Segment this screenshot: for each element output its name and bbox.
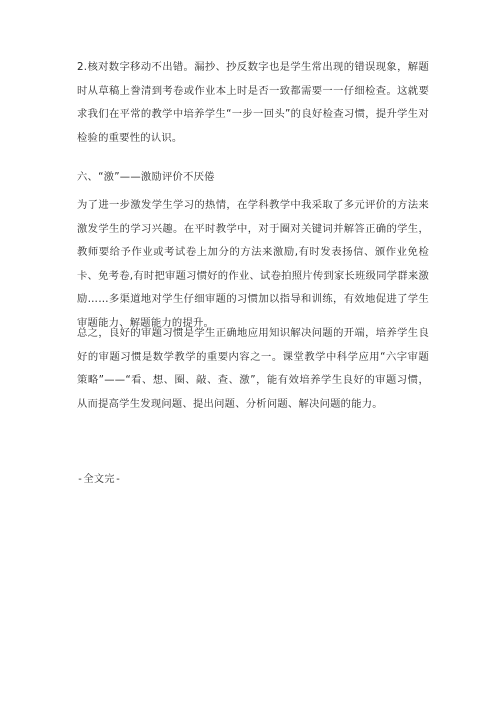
paragraph-conclusion: 总之，良好的审题习惯是学生正确地应用知识解决问题的开端，培养学生良好的审题习惯是数学教学的重要内容之一。课堂教学中科学应用“六字审题策略”——“看、想、圈、敲、查、激”，能有效培养学生良好的审题习惯，从而提高学生发现问题、提出问题、分析问题、解决问题的能力。 [77, 327, 429, 410]
paragraph-motivation: 为了进一步激发学生学习的热情，在学科教学中我采取了多元评价的方法来激发学生的学习兴趣。在平时教学中，对于圈对关键词并解答正确的学生，教师要给予作业或考试卷上加分的方法来激励,有时发表扬信、颁作业免检卡、免考卷,有时把审题习惯好的作业、试卷拍照片传到家长班级同学群来激励……多渠道地对学生仔细审题的习惯加以指导和训练，有效地促进了学生审题能力、解题能力的提升。 [77, 199, 429, 329]
section-heading-six: 六、“激”——激励评价不厌倦 [77, 171, 215, 183]
end-mark: -全文完- [77, 474, 122, 485]
paragraph-check-digits: 2.核对数字移动不出错。漏抄、抄反数字也是学生常出现的错误现象，解题时从草稿上誊清到考卷或作业本上时是否一致都需要一一仔细检查。这就要求我们在平常的教学中培养学生“一步一回头”的良好检查习惯，提升学生对检验的重要性的认识。 [77, 61, 429, 144]
